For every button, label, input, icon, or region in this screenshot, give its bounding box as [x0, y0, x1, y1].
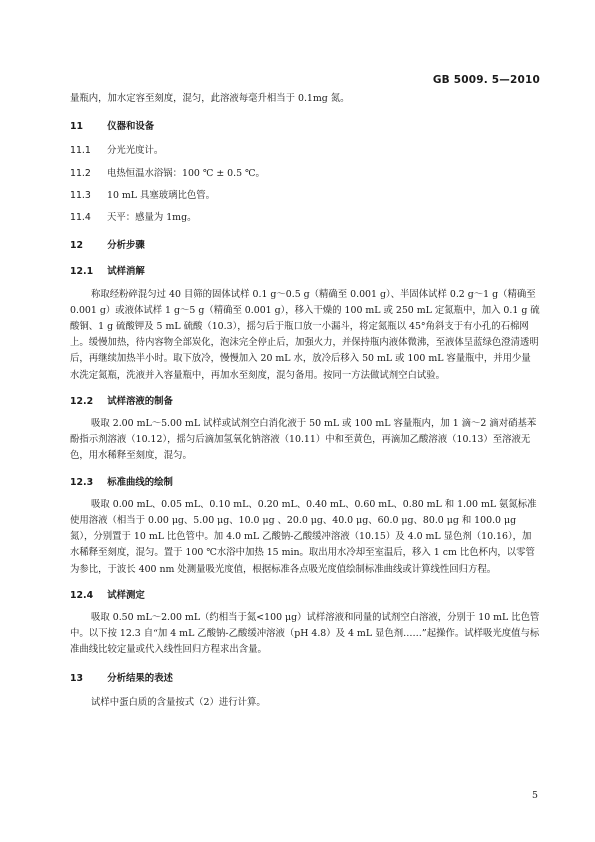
subsection-12-2-body: 吸取 2.00 mL～5.00 mL 试样或试剂空白消化液于 50 mL 或 100 mL 容量瓶内，加 1 滴～2 滴对硝基苯酚指示剂溶液（10.12），摇匀后滴加氢氧化钠溶液（10.11）中和至黄色，再滴加乙酸溶液（10.13）至溶液无色，用水稀释至刻度，混匀。	[70, 418, 537, 462]
section-title: 分析结果的表述	[107, 672, 173, 684]
section-13-body: 试样中蛋白质的含量按式（2）进行计算。	[91, 696, 266, 708]
subsection-number: 12.3	[70, 476, 94, 488]
standard-code: GB 5009. 5—2010	[432, 74, 540, 86]
section-11-heading	[70, 119, 540, 135]
page-number: 5	[532, 790, 538, 801]
item-text: 10 mL 具塞玻璃比色管。	[106, 189, 215, 201]
subsection-number: 12.4	[70, 589, 94, 601]
item-number: 11.1	[70, 145, 91, 157]
subsection-title: 标准曲线的绘制	[107, 476, 173, 488]
subsection-12-3-body: 吸取 0.00 mL、0.05 mL、0.10 mL、0.20 mL、0.40 mL、0.60 mL、0.80 mL 和 1.00 mL 氨氮标准使用溶液（相当于 0.00 μg、5.00 μg、10.0 μg 、20.0 μg、40.0 μg、60.0 μg、80.0 μg 和 100.0 μg 氮），分别置于 10 mL 比色管中。加 4.0 mL 乙酸钠-乙酸缓冲溶液（10.15）及 4.0 mL 显色剂（10.16），加水稀释至刻度，混匀。置于 100 ℃水浴中加热 15 min。取出用水冷却至室温后，移入 1 cm 比色杯内，以零管为参比，于波长 400 nm 处测量吸光度值，根据标准各点吸光度值绘制标准曲线或计算线性回归方程。	[70, 498, 537, 575]
section-title: 分析步骤	[107, 240, 145, 252]
item-number: 11.2	[70, 167, 91, 179]
subsection-title: 试样测定	[107, 589, 145, 601]
subsection-12-4-body: 吸取 0.50 mL～2.00 mL（约相当于氮<100 μg）试样溶液和同量的试剂空白溶液，分别于 10 mL 比色管中。以下按 12.3 自“加 4 mL 乙酸钠-乙酸缓冲溶液（pH 4.8）及 4 mL 显色剂……”起操作。试样吸光度值与标准曲线比较定量或代入线性回归方程求出含量。	[70, 612, 540, 656]
subsection-12-3-heading	[70, 475, 540, 491]
subsection-number: 12.1	[70, 266, 94, 278]
section-number: 13	[70, 672, 84, 684]
section-number: 11	[70, 121, 84, 133]
item-11-1	[70, 143, 540, 159]
item-number: 11.3	[70, 189, 91, 201]
item-text: 电热恒温水浴锅：100 ℃ ± 0.5 ℃。	[106, 167, 265, 179]
subsection-12-1-heading	[70, 264, 540, 280]
intro-line: 量瓶内，加水定容至刻度，混匀，此溶液每毫升相当于 0.1mg 氮。	[70, 93, 350, 104]
item-11-3	[70, 188, 540, 204]
subsection-title: 试样溶液的制备	[107, 395, 173, 407]
section-12-heading	[70, 238, 540, 254]
item-11-4	[70, 210, 540, 226]
item-number: 11.4	[70, 212, 91, 224]
subsection-number: 12.2	[70, 395, 94, 407]
section-number: 12	[70, 240, 84, 252]
subsection-12-1-body: 称取经粉碎混匀过 40 目筛的固体试样 0.1 g～0.5 g（精确至 0.001 g）、半固体试样 0.2 g～1 g（精确至 0.001 g）或液体试样 1 g～5 g（精确至 0.001 g），移入干燥的 100 mL 或 250 mL 定氮瓶中，加入 0.1 g 硫酸铜、1 g 硫酸钾及 5 mL 硫酸（10.3），摇匀后于瓶口放一小漏斗，将定氮瓶以 45°角斜支于有小孔的石棉网上。缓慢加热，待内容物全部炭化，泡沫完全停止后，加强火力，并保持瓶内液体微沸，至液体呈蓝绿色澄清透明后，再继续加热半小时。取下放冷，慢慢加入 20 mL 水，放冷后移入 50 mL 或 100 mL 容量瓶中，并用少量水洗定氮瓶，洗液并入容量瓶中，再加水至刻度，混匀备用。按同一方法做试剂空白试验。	[70, 288, 540, 381]
subsection-title: 试样消解	[107, 266, 145, 278]
subsection-12-2-heading	[70, 394, 540, 410]
item-11-2	[70, 166, 540, 182]
item-text: 分光光度计。	[106, 145, 164, 157]
item-text: 天平：感量为 1mg。	[106, 212, 197, 224]
section-title: 仪器和设备	[107, 121, 155, 133]
section-13-heading	[70, 671, 540, 687]
document-body	[70, 91, 540, 715]
subsection-12-4-heading	[70, 588, 540, 604]
